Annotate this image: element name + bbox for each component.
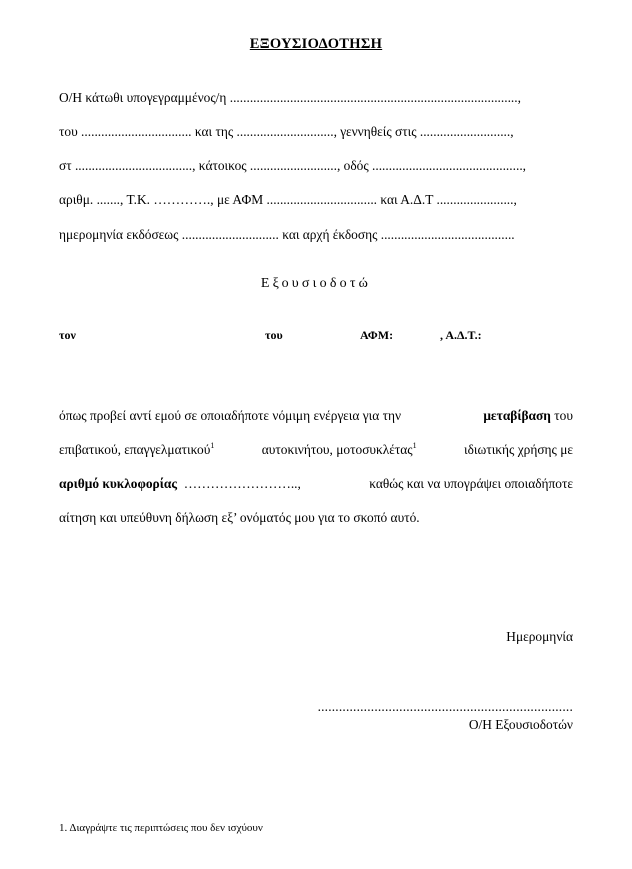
paragraph-text: επιβατικού, επαγγελματικού	[59, 442, 211, 457]
id-issue-line: ημερομηνία εκδόσεως ............................. και αρχή έκδοσης ........................................	[59, 227, 515, 242]
parents-birthdate-line: του ................................. και της ............................., γεννηθείς στις ...........................,	[59, 124, 514, 139]
birthplace-residence-line: στ ..................................., κάτοικος .........................., οδός .............................................,	[59, 158, 527, 173]
date-label: Ημερομηνία	[506, 629, 573, 644]
authorized-person-label: τον	[59, 328, 76, 342]
paragraph-row-3	[59, 467, 573, 501]
footnote-marker: 1	[210, 441, 215, 450]
afm-label: ΑΦΜ:	[360, 328, 394, 342]
signature-label: Ο/Η Εξουσιοδοτών	[468, 717, 573, 732]
signature-line: ........................................................................	[317, 699, 573, 714]
registration-number-term: αριθμό κυκλοφορίας	[59, 476, 177, 491]
paragraph-text: αίτηση και υπεύθυνη δήλωση εξ’ ονόματός μου για το σκοπό αυτό.	[59, 510, 420, 525]
paragraph-text: καθώς και να υπογράψει οποιαδήποτε	[369, 476, 573, 491]
paragraph-text: όπως προβεί αντί εμού σε οποιαδήποτε νόμιμη ενέργεια για την	[59, 408, 402, 423]
address-tax-id-line: αριθμ. ......., Τ.Κ. …………., με ΑΦΜ ................................. και Α.Δ.Τ .......................,	[59, 192, 517, 207]
paragraph-row-1	[59, 399, 573, 433]
registration-number-blank: ……………………..,	[183, 476, 301, 491]
document-title: ΕΞΟΥΣΙΟΔΟΤΗΣΗ	[249, 36, 383, 52]
paragraph-row-2	[59, 433, 573, 467]
footnote: 1. Διαγράψτε τις περιπτώσεις που δεν ισχύουν	[59, 822, 263, 834]
paragraph-text: ιδιωτικής χρήσης με	[463, 442, 573, 457]
adt-label: , Α.Δ.Τ.:	[440, 328, 482, 342]
authorize-heading: Εξουσιοδοτώ	[260, 276, 372, 291]
authorization-paragraph	[59, 399, 573, 535]
paragraph-text: αυτοκινήτου, μοτοσυκλέτας	[261, 442, 413, 457]
transfer-term: μεταβίβαση	[483, 408, 551, 423]
declarant-name-line: Ο/Η κάτωθι υπογεγραμμένος/η ......................................................................................,	[59, 90, 521, 105]
paragraph-text: του	[554, 408, 573, 423]
footnote-marker: 1	[412, 441, 417, 450]
father-name-label: του	[265, 328, 283, 342]
paragraph-row-4	[59, 501, 573, 535]
